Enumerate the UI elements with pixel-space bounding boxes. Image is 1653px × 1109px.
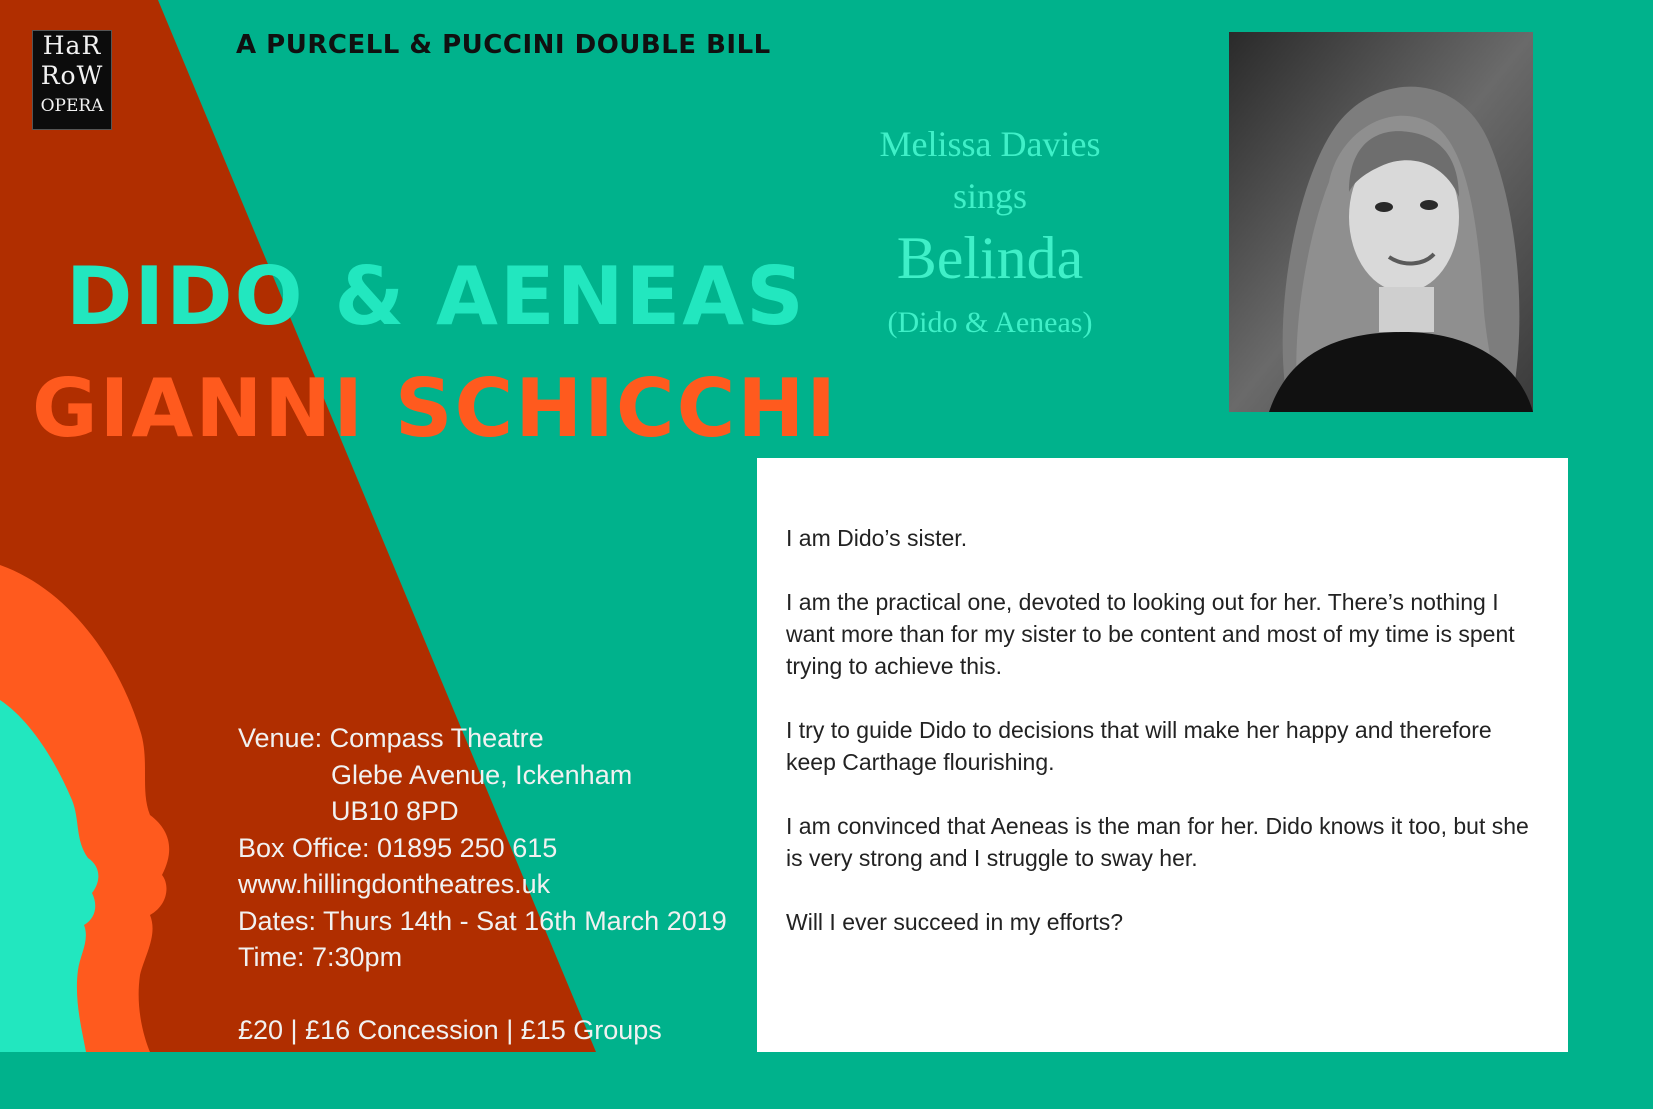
time-line: Time: 7:30pm: [238, 942, 403, 972]
singer-opera: (Dido & Aeneas): [887, 306, 1093, 339]
box-office-line: Box Office: 01895 250 615: [238, 832, 558, 863]
address-line-1: Glebe Avenue, Ickenham: [331, 759, 633, 790]
logo-line-3: OPERA: [40, 96, 104, 116]
bio-paragraph-3: I try to guide Dido to decisions that will make her happy and therefore keep Carthage flourishing.: [786, 717, 1492, 775]
double-bill-tagline: A PURCELL & PUCCINI DOUBLE BILL: [236, 30, 771, 60]
website-link[interactable]: www.hillingdontheatres.uk: [238, 869, 551, 899]
bio-paragraph-2: I am the practical one, devoted to looking out for her. There’s nothing I want more than for my sister to be content and most of my time is spent trying to achieve this.: [786, 589, 1515, 679]
bio-paragraph-1: I am Dido’s sister.: [786, 525, 968, 551]
bio-paragraph-5: Will I ever succeed in my efforts?: [786, 909, 1124, 935]
title-gianni-schicchi: GIANNI SCHICCHI: [32, 362, 839, 455]
singer-name: Melissa Davies: [879, 124, 1101, 164]
harrow-opera-logo: [32, 30, 112, 130]
prices-line: £20 | £16 Concession | £15 Groups: [238, 1014, 662, 1045]
bio-paragraph-4: I am convinced that Aeneas is the man for her. Dido knows it too, but she is very strong and I struggle to sway her.: [786, 813, 1529, 871]
singer-portrait-photo: [1229, 32, 1533, 412]
dates-line: Dates: Thurs 14th - Sat 16th March 2019: [238, 905, 727, 936]
address-line-2: UB10 8PD: [331, 796, 459, 826]
logo-line-1: HaR: [42, 31, 102, 60]
info-spacer: [238, 976, 727, 1012]
singer-sings: sings: [952, 176, 1028, 216]
logo-line-2: RoW: [40, 61, 104, 90]
singer-role: Belinda: [896, 225, 1084, 291]
bio-text: [786, 522, 1546, 970]
title-dido-aeneas: DIDO & AENEAS: [66, 250, 806, 343]
event-info: [238, 720, 727, 1048]
venue-line: Venue: Compass Theatre: [238, 723, 544, 753]
bio-panel: [757, 458, 1568, 1052]
singer-heading: [780, 118, 1200, 352]
